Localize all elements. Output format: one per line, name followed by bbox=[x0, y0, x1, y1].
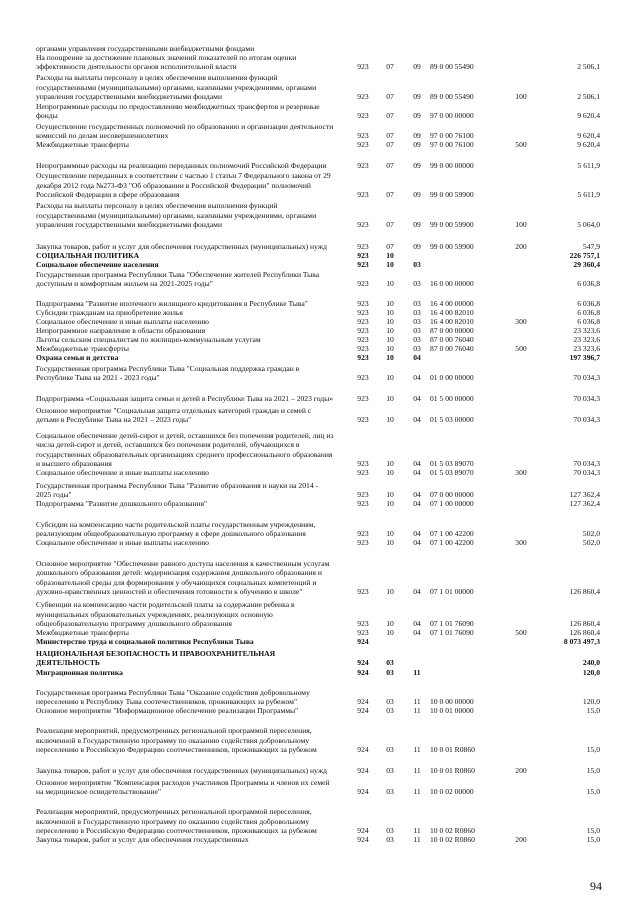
row-rz-cell: 10 bbox=[386, 343, 394, 353]
row-pr-cell: 11 bbox=[413, 765, 421, 775]
row-ved-cell: 924 bbox=[357, 765, 369, 775]
row-sum-cell: 240,0 bbox=[582, 657, 600, 667]
row-vr-cell: 300 bbox=[515, 467, 527, 477]
row-ved-cell: 923 bbox=[357, 241, 369, 251]
row-ved-cell: 923 bbox=[357, 278, 369, 288]
row-ved-cell: 923 bbox=[357, 393, 369, 403]
row-pr-cell: 11 bbox=[413, 744, 421, 754]
row-cs-cell: 87 0 00 76040 bbox=[430, 334, 474, 344]
row-sum-cell: 70 034,3 bbox=[573, 458, 600, 468]
row-cs-cell: 10 0 01 R0860 bbox=[430, 744, 475, 754]
row-vr-cell: 100 bbox=[515, 91, 527, 101]
row-rz-cell: 10 bbox=[386, 489, 394, 499]
row-vr-cell: 200 bbox=[515, 241, 527, 251]
row-name-cell: Расходы на выплаты персоналу в целях обеспечения выполнения функций государственными (муниципальными) органами, казенными учреждениями, органами управления государственными внебюджетными фондами bbox=[36, 73, 317, 101]
row-rz-cell: 07 bbox=[386, 130, 394, 140]
row-name-cell: Социальное обеспечение населения bbox=[36, 259, 159, 269]
row-rz-cell: 03 bbox=[386, 825, 394, 835]
row-ved-cell: 923 bbox=[357, 498, 369, 508]
row-sum-cell: 5 611,9 bbox=[577, 189, 600, 199]
row-pr-cell: 03 bbox=[413, 278, 421, 288]
row-rz-cell: 03 bbox=[386, 696, 394, 706]
row-vr-cell: 500 bbox=[515, 343, 527, 353]
row-pr-cell: 04 bbox=[413, 372, 421, 382]
row-pr-cell: 11 bbox=[413, 705, 421, 715]
row-ved-cell: 924 bbox=[357, 657, 369, 667]
row-sum-cell: 70 034,3 bbox=[573, 372, 600, 382]
row-cs-cell: 97 0 00 00000 bbox=[430, 110, 474, 120]
row-sum-cell: 15,0 bbox=[586, 834, 600, 844]
row-pr-cell: 03 bbox=[413, 316, 421, 326]
row-sum-cell: 5 064,0 bbox=[577, 219, 600, 229]
row-sum-cell: 9 620,4 bbox=[577, 130, 600, 140]
row-rz-cell: 10 bbox=[386, 307, 394, 317]
row-ved-cell: 923 bbox=[357, 325, 369, 335]
row-name-cell: Реализация мероприятий, предусмотренных региональной программой переселения, включенной в Государственную программу по оказанию содействия добровольному переселению в Российскую Федерацию соотечественников, проживающих за рубежом bbox=[36, 807, 317, 835]
row-rz-cell: 10 bbox=[386, 586, 394, 596]
row-cs-cell: 01 5 00 00000 bbox=[430, 393, 474, 403]
row-rz-cell: 10 bbox=[386, 316, 394, 326]
row-name-cell: Межбюджетные трансферты bbox=[36, 627, 129, 637]
row-ved-cell: 923 bbox=[357, 343, 369, 353]
row-cs-cell: 10 0 00 00000 bbox=[430, 696, 474, 706]
row-name-cell: На поощрение за достижение плановых значений показателей по итогам оценки эффективности деятельности органов исполнительной власти bbox=[36, 52, 297, 71]
row-sum-cell: 15,0 bbox=[586, 786, 600, 796]
row-name-cell: Субсидии гражданам на приобретение жилья bbox=[36, 307, 183, 317]
row-rz-cell: 03 bbox=[386, 786, 394, 796]
row-vr-cell: 300 bbox=[515, 316, 527, 326]
row-ved-cell: 923 bbox=[357, 458, 369, 468]
row-rz-cell: 10 bbox=[386, 298, 394, 308]
row-vr-cell: 500 bbox=[515, 627, 527, 637]
row-ved-cell: 923 bbox=[357, 352, 369, 362]
row-name-cell: Государственная программа Республики Тыва "Обеспечение жителей Республики Тыва доступным и комфортным жильем на 2021-2025 годы" bbox=[36, 269, 320, 288]
row-vr-cell: 200 bbox=[515, 834, 527, 844]
row-name-cell: Основное мероприятие "Компенсация расходов участников Программы и членов их семей на медицинское освидетельствование" bbox=[36, 777, 330, 796]
row-name-cell: Реализация мероприятий, предусмотренных региональной программой переселения, включенной в Государственную программу по оказанию содействия добровольному переселению в Российскую Федерацию соотечественников, проживающих за рубежом bbox=[36, 726, 317, 754]
row-cs-cell: 10 0 01 R0860 bbox=[430, 765, 475, 775]
row-pr-cell: 11 bbox=[413, 696, 421, 706]
row-name-cell: Закупка товаров, работ и услуг для обеспечения государственных (муниципальных) нужд bbox=[36, 241, 327, 251]
row-rz-cell: 10 bbox=[386, 352, 394, 362]
row-ved-cell: 923 bbox=[357, 259, 369, 269]
row-name-cell: Межбюджетные трансферты bbox=[36, 343, 129, 353]
row-sum-cell: 120,0 bbox=[582, 696, 600, 706]
row-ved-cell: 924 bbox=[357, 636, 369, 646]
row-rz-cell: 10 bbox=[386, 467, 394, 477]
row-ved-cell: 923 bbox=[357, 250, 369, 260]
row-ved-cell: 923 bbox=[357, 160, 369, 170]
row-ved-cell: 923 bbox=[357, 110, 369, 120]
row-vr-cell: 100 bbox=[515, 219, 527, 229]
row-rz-cell: 10 bbox=[386, 458, 394, 468]
row-pr-cell: 09 bbox=[413, 91, 421, 101]
row-pr-cell: 04 bbox=[413, 586, 421, 596]
row-cs-cell: 87 0 00 76040 bbox=[430, 343, 474, 353]
row-sum-cell: 6 036,8 bbox=[577, 307, 600, 317]
row-cs-cell: 07 1 01 00000 bbox=[430, 586, 474, 596]
row-ved-cell: 923 bbox=[357, 61, 369, 71]
row-sum-cell: 23 323,6 bbox=[573, 334, 600, 344]
row-ved-cell: 923 bbox=[357, 189, 369, 199]
row-pr-cell: 09 bbox=[413, 189, 421, 199]
row-rz-cell: 10 bbox=[386, 528, 394, 538]
row-rz-cell: 07 bbox=[386, 160, 394, 170]
row-sum-cell: 8 073 497,3 bbox=[563, 636, 600, 646]
row-cs-cell: 01 0 00 00000 bbox=[430, 372, 474, 382]
row-pr-cell: 04 bbox=[413, 458, 421, 468]
row-sum-cell: 127 362,4 bbox=[569, 489, 600, 499]
row-cs-cell: 07 0 00 00000 bbox=[430, 489, 474, 499]
row-ved-cell: 924 bbox=[357, 825, 369, 835]
row-rz-cell: 03 bbox=[386, 705, 394, 715]
row-name-cell: Охрана семьи и детства bbox=[36, 352, 119, 362]
row-ved-cell: 923 bbox=[357, 307, 369, 317]
row-cs-cell: 10 0 01 00000 bbox=[430, 705, 474, 715]
row-rz-cell: 03 bbox=[386, 834, 394, 844]
row-ved-cell: 923 bbox=[357, 298, 369, 308]
row-rz-cell: 10 bbox=[386, 627, 394, 637]
row-cs-cell: 07 1 00 42200 bbox=[430, 528, 474, 538]
row-ved-cell: 923 bbox=[357, 316, 369, 326]
row-rz-cell: 07 bbox=[386, 189, 394, 199]
row-pr-cell: 03 bbox=[413, 307, 421, 317]
row-ved-cell: 923 bbox=[357, 618, 369, 628]
row-sum-cell: 6 036,8 bbox=[577, 298, 600, 308]
row-pr-cell: 11 bbox=[413, 825, 421, 835]
page-number: 94 bbox=[590, 879, 602, 893]
row-cs-cell: 01 5 03 00000 bbox=[430, 414, 474, 424]
row-rz-cell: 03 bbox=[386, 657, 394, 667]
row-name-cell: Подпрограмма "Развитие дошкольного образования" bbox=[36, 498, 208, 508]
row-ved-cell: 924 bbox=[357, 786, 369, 796]
row-sum-cell: 120,0 bbox=[582, 667, 600, 677]
row-cs-cell: 07 1 00 00000 bbox=[430, 498, 474, 508]
row-sum-cell: 6 036,8 bbox=[577, 278, 600, 288]
row-name-cell: Основное мероприятие "Информационное обеспечение реализации Программы" bbox=[36, 705, 299, 715]
row-pr-cell: 11 bbox=[413, 667, 421, 677]
row-cs-cell: 01 5 03 89070 bbox=[430, 467, 474, 477]
row-name-cell: Государственная программа Республики Тыва "Социальная поддержка граждан в Республике Тыва на 2021 - 2023 годы" bbox=[36, 363, 300, 382]
row-ved-cell: 923 bbox=[357, 586, 369, 596]
row-name-cell: Основное мероприятие "Обеспечение равного доступа населения к качественным услугам дошкольного образования детей: модернизация содержания дошкольного образования и образовательной среды для формирования у обучающихся социальных компетенций и духовно-нравственных ценностей и обеспечения готовности к обучению в школе" bbox=[36, 559, 330, 596]
row-name-cell: Министерство труда и социальной политики Республики Тыва bbox=[36, 636, 254, 646]
row-pr-cell: 09 bbox=[413, 139, 421, 149]
row-name-cell: Закупка товаров, работ и услуг для обеспечения государственных (муниципальных) нужд bbox=[36, 765, 327, 775]
row-sum-cell: 70 034,3 bbox=[573, 393, 600, 403]
row-name-cell: Непрограммные расходы по предоставлению межбюджетных трансфертов и резервные фонды bbox=[36, 101, 320, 120]
row-sum-cell: 2 506,1 bbox=[577, 91, 600, 101]
row-pr-cell: 04 bbox=[413, 528, 421, 538]
row-ved-cell: 923 bbox=[357, 372, 369, 382]
row-name-cell: Субсидии на компенсацию части родительской платы государственным учреждениям, реализующим общеобразовательную программу в сфере дошкольного образования bbox=[36, 519, 316, 538]
row-ved-cell: 923 bbox=[357, 467, 369, 477]
row-cs-cell: 16 0 00 00000 bbox=[430, 278, 474, 288]
row-cs-cell: 87 0 00 00000 bbox=[430, 325, 474, 335]
row-pr-cell: 04 bbox=[413, 618, 421, 628]
row-ved-cell: 923 bbox=[357, 414, 369, 424]
row-rz-cell: 07 bbox=[386, 91, 394, 101]
row-pr-cell: 03 bbox=[413, 259, 421, 269]
row-ved-cell: 923 bbox=[357, 489, 369, 499]
row-rz-cell: 03 bbox=[386, 744, 394, 754]
row-ved-cell: 923 bbox=[357, 219, 369, 229]
row-name-cell: Субвенции на компенсацию части родительской платы за содержание ребенка в муниципальных образовательных учреждениях, реализующих основную общеобразовательную программу дошкольного образования bbox=[36, 600, 295, 628]
row-rz-cell: 10 bbox=[386, 618, 394, 628]
row-rz-cell: 07 bbox=[386, 61, 394, 71]
row-rz-cell: 10 bbox=[386, 498, 394, 508]
row-cs-cell: 07 1 01 76090 bbox=[430, 618, 474, 628]
row-sum-cell: 9 620,4 bbox=[577, 139, 600, 149]
row-sum-cell: 502,0 bbox=[582, 528, 600, 538]
row-rz-cell: 10 bbox=[386, 372, 394, 382]
row-cs-cell: 89 0 00 55490 bbox=[430, 61, 474, 71]
row-name-cell: органами управления государственными внебюджетными фондами bbox=[36, 43, 255, 53]
row-name-cell: Осуществление государственных полномочий по образованию и организации деятельности комиссий по делам несовершеннолетних bbox=[36, 121, 334, 140]
row-rz-cell: 10 bbox=[386, 334, 394, 344]
row-rz-cell: 10 bbox=[386, 393, 394, 403]
row-name-cell: Социальное обеспечение и иные выплаты населению bbox=[36, 537, 209, 547]
row-rz-cell: 10 bbox=[386, 325, 394, 335]
row-ved-cell: 923 bbox=[357, 528, 369, 538]
row-name-cell: Закупка товаров, работ и услуг для обеспечения государственных bbox=[36, 834, 249, 844]
row-pr-cell: 09 bbox=[413, 219, 421, 229]
row-cs-cell: 01 5 03 89070 bbox=[430, 458, 474, 468]
row-name-cell: Государственная программа Республики Тыва "Развитие образования и науки на 2014 - 2025 годы" bbox=[36, 480, 319, 499]
row-sum-cell: 5 611,9 bbox=[577, 160, 600, 170]
row-pr-cell: 03 bbox=[413, 343, 421, 353]
row-name-cell: Непрограммное направление в области образования bbox=[36, 325, 206, 335]
row-ved-cell: 923 bbox=[357, 91, 369, 101]
row-pr-cell: 03 bbox=[413, 298, 421, 308]
row-cs-cell: 16 4 00 82010 bbox=[430, 307, 474, 317]
row-name-cell: Социальное обеспечение детей-сирот и детей, оставшихся без попечения родителей, лиц из числа детей-сирот и детей, оставшихся без попечения родителей, обучающихся в государственных образовательных организациях среднего профессионального образования и высшего образования bbox=[36, 431, 334, 468]
row-ved-cell: 923 bbox=[357, 139, 369, 149]
row-cs-cell: 16 4 00 00000 bbox=[430, 298, 474, 308]
row-name-cell: Межбюджетные трансферты bbox=[36, 139, 129, 149]
row-pr-cell: 09 bbox=[413, 160, 421, 170]
row-name-cell: Подпрограмма «Социальная защита семьи и детей в Республике Тыва на 2021 – 2023 годы» bbox=[36, 393, 334, 403]
row-sum-cell: 15,0 bbox=[586, 825, 600, 835]
row-ved-cell: 923 bbox=[357, 130, 369, 140]
row-vr-cell: 300 bbox=[515, 537, 527, 547]
row-pr-cell: 09 bbox=[413, 61, 421, 71]
row-name-cell: Подпрограмма "Развитие ипотечного жилищного кредитования в Республике Тыва" bbox=[36, 298, 308, 308]
row-cs-cell: 10 0 02 R0860 bbox=[430, 834, 475, 844]
row-pr-cell: 09 bbox=[413, 130, 421, 140]
row-rz-cell: 10 bbox=[386, 250, 394, 260]
row-sum-cell: 6 036,8 bbox=[577, 316, 600, 326]
row-name-cell: Расходы на выплаты персоналу в целях обеспечения выполнения функций государственными (муниципальными) органами, казенными учреждениями, органами управления государственными внебюджетными фондами bbox=[36, 201, 317, 229]
row-sum-cell: 126 860,4 bbox=[569, 627, 600, 637]
row-pr-cell: 04 bbox=[413, 627, 421, 637]
row-pr-cell: 09 bbox=[413, 110, 421, 120]
row-cs-cell: 07 1 00 42200 bbox=[430, 537, 474, 547]
row-name-cell: Социальное обеспечение и иные выплаты населению bbox=[36, 316, 209, 326]
row-rz-cell: 07 bbox=[386, 139, 394, 149]
row-sum-cell: 502,0 bbox=[582, 537, 600, 547]
row-rz-cell: 03 bbox=[386, 765, 394, 775]
row-sum-cell: 126 860,4 bbox=[569, 586, 600, 596]
row-pr-cell: 04 bbox=[413, 537, 421, 547]
row-rz-cell: 07 bbox=[386, 219, 394, 229]
row-cs-cell: 89 0 00 55490 bbox=[430, 91, 474, 101]
row-pr-cell: 11 bbox=[413, 786, 421, 796]
row-cs-cell: 07 1 01 76090 bbox=[430, 627, 474, 637]
row-vr-cell: 500 bbox=[515, 139, 527, 149]
row-ved-cell: 923 bbox=[357, 334, 369, 344]
row-rz-cell: 03 bbox=[386, 667, 394, 677]
row-rz-cell: 10 bbox=[386, 537, 394, 547]
row-rz-cell: 10 bbox=[386, 278, 394, 288]
row-ved-cell: 924 bbox=[357, 744, 369, 754]
row-ved-cell: 924 bbox=[357, 705, 369, 715]
row-name-cell: Основное мероприятие "Социальная защита отдельных категорий граждан и семей с детьми в Республике Тыва на 2021 – 2023 годы" bbox=[36, 405, 312, 424]
row-rz-cell: 10 bbox=[386, 414, 394, 424]
row-name-cell: НАЦИОНАЛЬНАЯ БЕЗОПАСНОСТЬ И ПРАВООХРАНИТЕЛЬНАЯ ДЕЯТЕЛЬНОСТЬ bbox=[36, 648, 276, 667]
row-sum-cell: 9 620,4 bbox=[577, 110, 600, 120]
row-pr-cell: 04 bbox=[413, 467, 421, 477]
row-sum-cell: 29 360,4 bbox=[573, 259, 600, 269]
row-cs-cell: 99 0 00 00000 bbox=[430, 160, 474, 170]
row-pr-cell: 03 bbox=[413, 325, 421, 335]
row-cs-cell: 99 0 00 59900 bbox=[430, 189, 474, 199]
row-vr-cell: 200 bbox=[515, 765, 527, 775]
row-cs-cell: 99 0 00 59900 bbox=[430, 219, 474, 229]
row-name-cell: Осуществление переданных в соответствии с частью 1 статьи 7 Федерального закона от 29 декабря 2012 года №273-ФЗ "Об образовании в Российской Федерации" полномочий Российской Федерации в сфере образования bbox=[36, 171, 331, 199]
row-sum-cell: 127 362,4 bbox=[569, 498, 600, 508]
row-sum-cell: 70 034,3 bbox=[573, 467, 600, 477]
row-pr-cell: 04 bbox=[413, 352, 421, 362]
row-ved-cell: 924 bbox=[357, 667, 369, 677]
row-sum-cell: 197 396,7 bbox=[569, 352, 600, 362]
row-name-cell: Государственная программа Республики Тыва "Оказание содействия добровольному переселению в Республику Тыва соотечественников, проживающих за рубежом" bbox=[36, 687, 310, 706]
row-ved-cell: 924 bbox=[357, 834, 369, 844]
row-pr-cell: 04 bbox=[413, 498, 421, 508]
row-rz-cell: 10 bbox=[386, 259, 394, 269]
row-rz-cell: 07 bbox=[386, 241, 394, 251]
row-sum-cell: 126 860,4 bbox=[569, 618, 600, 628]
row-cs-cell: 10 0 02 00000 bbox=[430, 786, 474, 796]
row-pr-cell: 04 bbox=[413, 489, 421, 499]
row-pr-cell: 03 bbox=[413, 334, 421, 344]
row-rz-cell: 07 bbox=[386, 110, 394, 120]
row-name-cell: Социальное обеспечение и иные выплаты населению bbox=[36, 467, 209, 477]
row-sum-cell: 2 506,1 bbox=[577, 61, 600, 71]
row-sum-cell: 70 034,3 bbox=[573, 414, 600, 424]
row-ved-cell: 923 bbox=[357, 537, 369, 547]
row-sum-cell: 226 757,1 bbox=[569, 250, 600, 260]
row-name-cell: Непрограммные расходы на реализацию переданных полномочий Российской Федерации bbox=[36, 160, 327, 170]
row-pr-cell: 04 bbox=[413, 393, 421, 403]
row-ved-cell: 923 bbox=[357, 627, 369, 637]
row-sum-cell: 15,0 bbox=[586, 744, 600, 754]
row-pr-cell: 04 bbox=[413, 414, 421, 424]
row-name-cell: Льготы сельским специалистам по жилищно-коммунальным услугам bbox=[36, 334, 261, 344]
row-pr-cell: 11 bbox=[413, 834, 421, 844]
row-name-cell: Миграционная политика bbox=[36, 667, 123, 677]
row-sum-cell: 23 323,6 bbox=[573, 343, 600, 353]
row-cs-cell: 10 0 02 R0860 bbox=[430, 825, 475, 835]
row-cs-cell: 97 0 00 76100 bbox=[430, 130, 474, 140]
row-ved-cell: 924 bbox=[357, 696, 369, 706]
row-sum-cell: 15,0 bbox=[586, 705, 600, 715]
row-name-cell: СОЦИАЛЬНАЯ ПОЛИТИКА bbox=[36, 250, 140, 260]
row-sum-cell: 547,9 bbox=[582, 241, 600, 251]
row-sum-cell: 15,0 bbox=[586, 765, 600, 775]
row-pr-cell: 09 bbox=[413, 241, 421, 251]
row-sum-cell: 23 323,6 bbox=[573, 325, 600, 335]
row-cs-cell: 97 0 00 76100 bbox=[430, 139, 474, 149]
row-cs-cell: 16 4 00 82010 bbox=[430, 316, 474, 326]
row-cs-cell: 99 0 00 59900 bbox=[430, 241, 474, 251]
